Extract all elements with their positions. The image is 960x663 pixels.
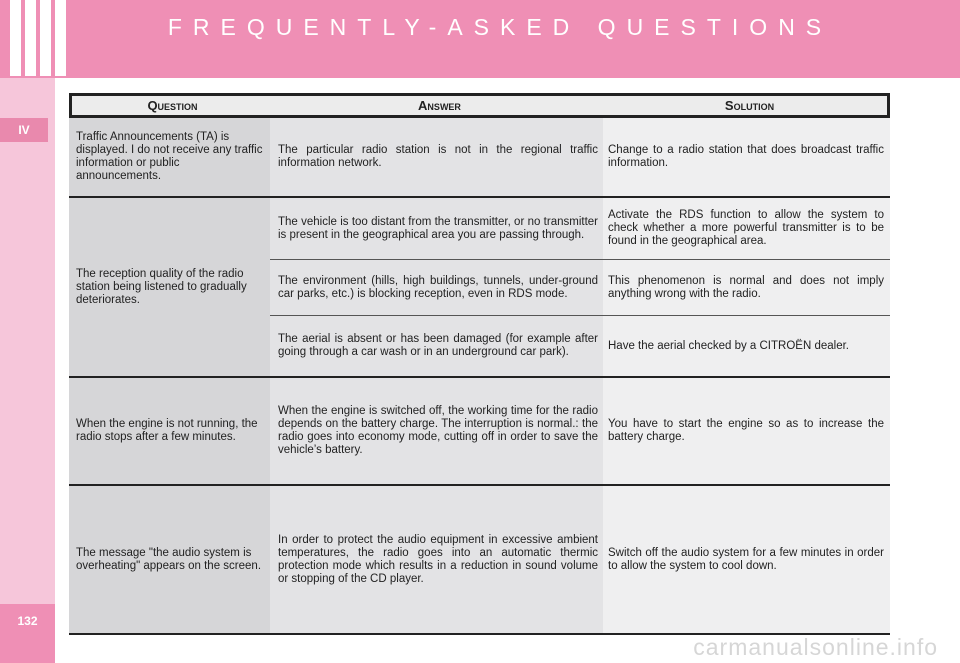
answer-cell: The vehicle is too distant from the transmitter, or no transmitter is present in the geographical area you are passing through. [270, 198, 603, 259]
header-question: Question [147, 98, 198, 113]
solution-cell: Activate the RDS function to allow the system to check whether a more powerful transmitter is to be found in the geographical area. [603, 198, 890, 259]
header-solution: Solution [724, 98, 775, 113]
table-row [270, 378, 890, 486]
answer-cell: The aerial is absent or has been damaged (for example after going through a car wash or in an underground car park). [270, 316, 603, 376]
watermark: carmanualsonline.info [693, 634, 938, 660]
answer-cell: In order to protect the audio equipment in excessive ambient temperatures, the radio goes into an automatic thermic protection mode which results in a reduction in sound volume or stopping of the CD player. [270, 486, 603, 633]
solution-cell: Switch off the audio system for a few minutes in order to allow the system to cool down. [603, 486, 890, 633]
table-row [270, 260, 890, 316]
table-row [270, 486, 890, 633]
solution-cell: This phenomenon is normal and does not imply anything wrong with the radio. [603, 260, 890, 315]
question-cell: The message "the audio system is overheating" appears on the screen. [76, 546, 262, 572]
question-cell: When the engine is not running, the radio stops after a few minutes. [69, 378, 270, 486]
page-title: FREQUENTLY-ASKED QUESTIONS [167, 14, 833, 40]
table-row [270, 118, 890, 198]
solution-cell: Change to a radio station that does broadcast traffic information. [603, 118, 890, 196]
side-strip [0, 78, 55, 663]
question-cell: Traffic Announcements (TA) is displayed. I do not receive any traffic information or public announcements. [69, 118, 270, 198]
table-row [270, 198, 890, 260]
solution-cell: You have to start the engine so as to increase the battery charge. [603, 378, 890, 484]
answer-cell: The environment (hills, high buildings, tunnels, under-ground car parks, etc.) is blocking reception, even in RDS mode. [270, 260, 603, 315]
answer-cell: When the engine is switched off, the working time for the radio depends on the battery charge. The interruption is normal.: the radio goes into economy mode, cutting off in order to save the vehicle’s battery. [270, 378, 603, 484]
header-answer: Answer [418, 98, 461, 113]
table-header [69, 93, 890, 118]
header-band [0, 0, 960, 78]
answer-solution-column [270, 118, 890, 633]
page-number: 132 [0, 604, 55, 663]
header-stripes [10, 0, 66, 76]
faq-table [69, 93, 890, 635]
solution-cell: Have the aerial checked by a CITROËN dealer. [603, 316, 890, 376]
table-row [270, 316, 890, 378]
answer-cell: The particular radio station is not in the regional traffic information network. [270, 118, 603, 196]
table-body [69, 118, 890, 633]
question-cell: The reception quality of the radio station being listened to gradually deteriorates. [69, 198, 270, 378]
chapter-tab: IV [0, 118, 48, 142]
question-column [69, 118, 270, 633]
